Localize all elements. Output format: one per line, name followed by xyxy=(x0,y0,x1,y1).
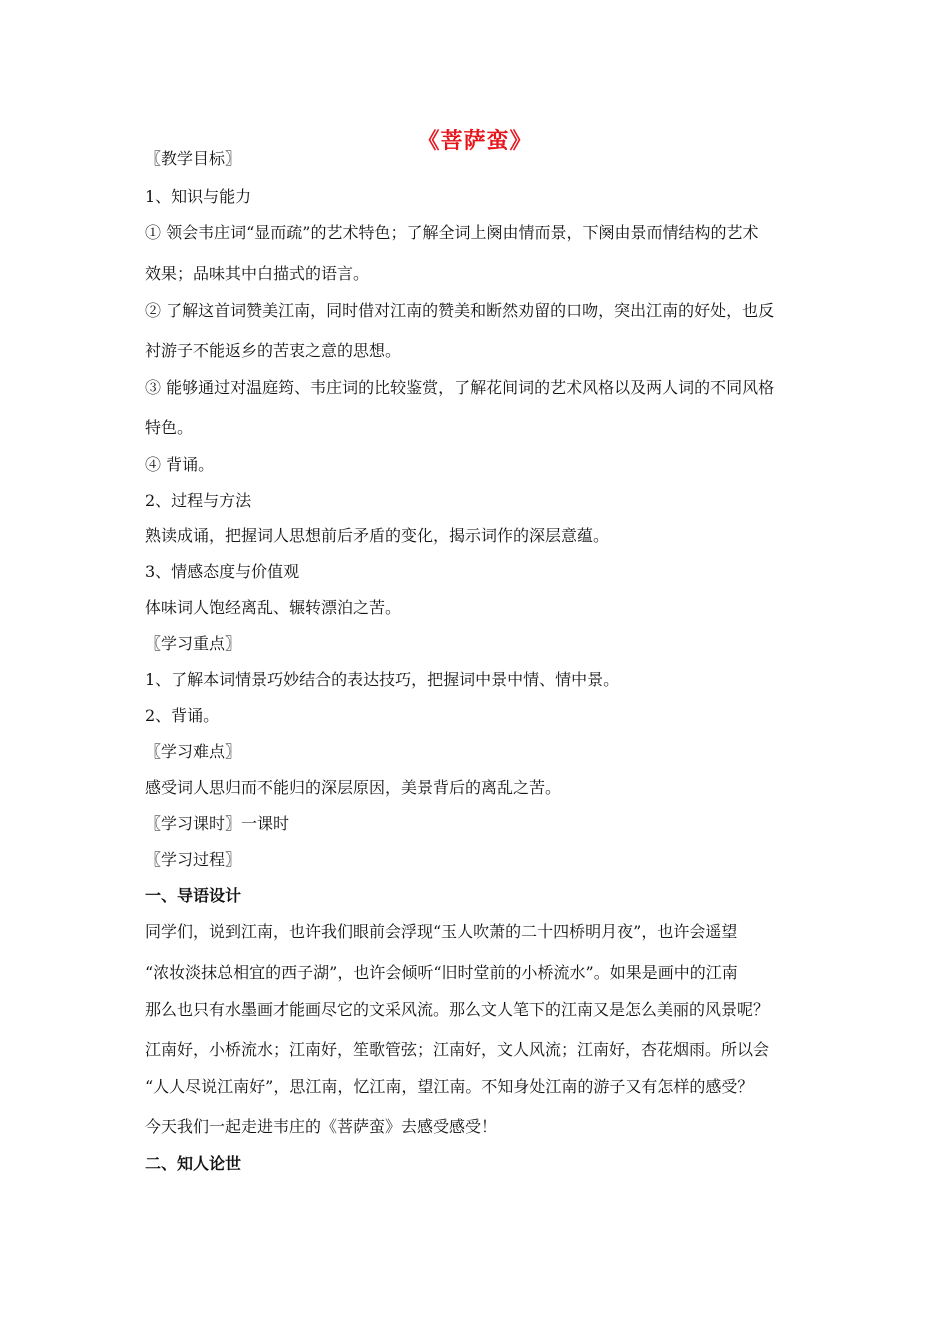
document-title: 《菩萨蛮》 xyxy=(417,128,533,154)
paragraph-line: 江南好，小桥流水；江南好，笙歌管弦；江南好，文人风流；江南好，杏花烟雨。所以会 xyxy=(145,1040,770,1059)
subsection-emotion-values: 3、情感态度与价值观 xyxy=(145,562,300,581)
paragraph-line: 熟读成诵，把握词人思想前后矛盾的变化，揭示词作的深层意蕴。 xyxy=(145,526,610,545)
section-label-class-hours: 〖学习课时〗一课时 xyxy=(145,814,290,833)
section-label-teaching-goals: 〖教学目标〗 xyxy=(145,149,242,168)
paragraph-line: ④ 背诵。 xyxy=(145,455,215,474)
section-label-difficulties: 〖学习难点〗 xyxy=(145,742,242,761)
heading-intro-design: 一、导语设计 xyxy=(145,886,242,905)
paragraph-line: 特色。 xyxy=(145,418,194,437)
paragraph-line: 1、了解本词情景巧妙结合的表达技巧，把握词中景中情、情中景。 xyxy=(145,670,620,689)
paragraph-line: 今天我们一起走进韦庄的《菩萨蛮》去感受感受！ xyxy=(145,1117,498,1136)
section-label-learning-process: 〖学习过程〗 xyxy=(145,850,242,869)
subsection-knowledge-ability: 1、知识与能力 xyxy=(145,187,252,206)
section-label-key-points: 〖学习重点〗 xyxy=(145,634,242,653)
paragraph-line: 那么也只有水墨画才能画尽它的文采风流。那么文人笔下的江南又是怎么美丽的风景呢？ xyxy=(145,1000,770,1019)
paragraph-line: 同学们，说到江南，也许我们眼前会浮现“玉人吹萧的二十四桥明月夜”，也许会遥望 xyxy=(145,922,738,941)
subsection-process-method: 2、过程与方法 xyxy=(145,491,252,510)
paragraph-line: “浓妆淡抹总相宜的西子湖”，也许会倾听“旧时堂前的小桥流水”。如果是画中的江南 xyxy=(145,963,738,982)
paragraph-line: 衬游子不能返乡的苦衷之意的思想。 xyxy=(145,341,402,360)
paragraph-line: 2、背诵。 xyxy=(145,706,220,725)
paragraph-line: ① 领会韦庄词“显而疏”的艺术特色；了解全词上阕由情而景，下阕由景而情结构的艺术 xyxy=(145,223,759,242)
paragraph-line: 效果；品味其中白描式的语言。 xyxy=(145,264,370,283)
paragraph-line: 感受词人思归而不能归的深层原因，美景背后的离乱之苦。 xyxy=(145,778,562,797)
heading-author-background: 二、知人论世 xyxy=(145,1154,242,1173)
paragraph-line: ③ 能够通过对温庭筠、韦庄词的比较鉴赏，了解花间词的艺术风格以及两人词的不同风格 xyxy=(145,378,775,397)
paragraph-line: 体味词人饱经离乱、辗转漂泊之苦。 xyxy=(145,598,402,617)
paragraph-line: ② 了解这首词赞美江南，同时借对江南的赞美和断然劝留的口吻，突出江南的好处，也反 xyxy=(145,301,775,320)
paragraph-line: “人人尽说江南好”，思江南，忆江南，望江南。不知身处江南的游子又有怎样的感受？ xyxy=(145,1077,754,1096)
